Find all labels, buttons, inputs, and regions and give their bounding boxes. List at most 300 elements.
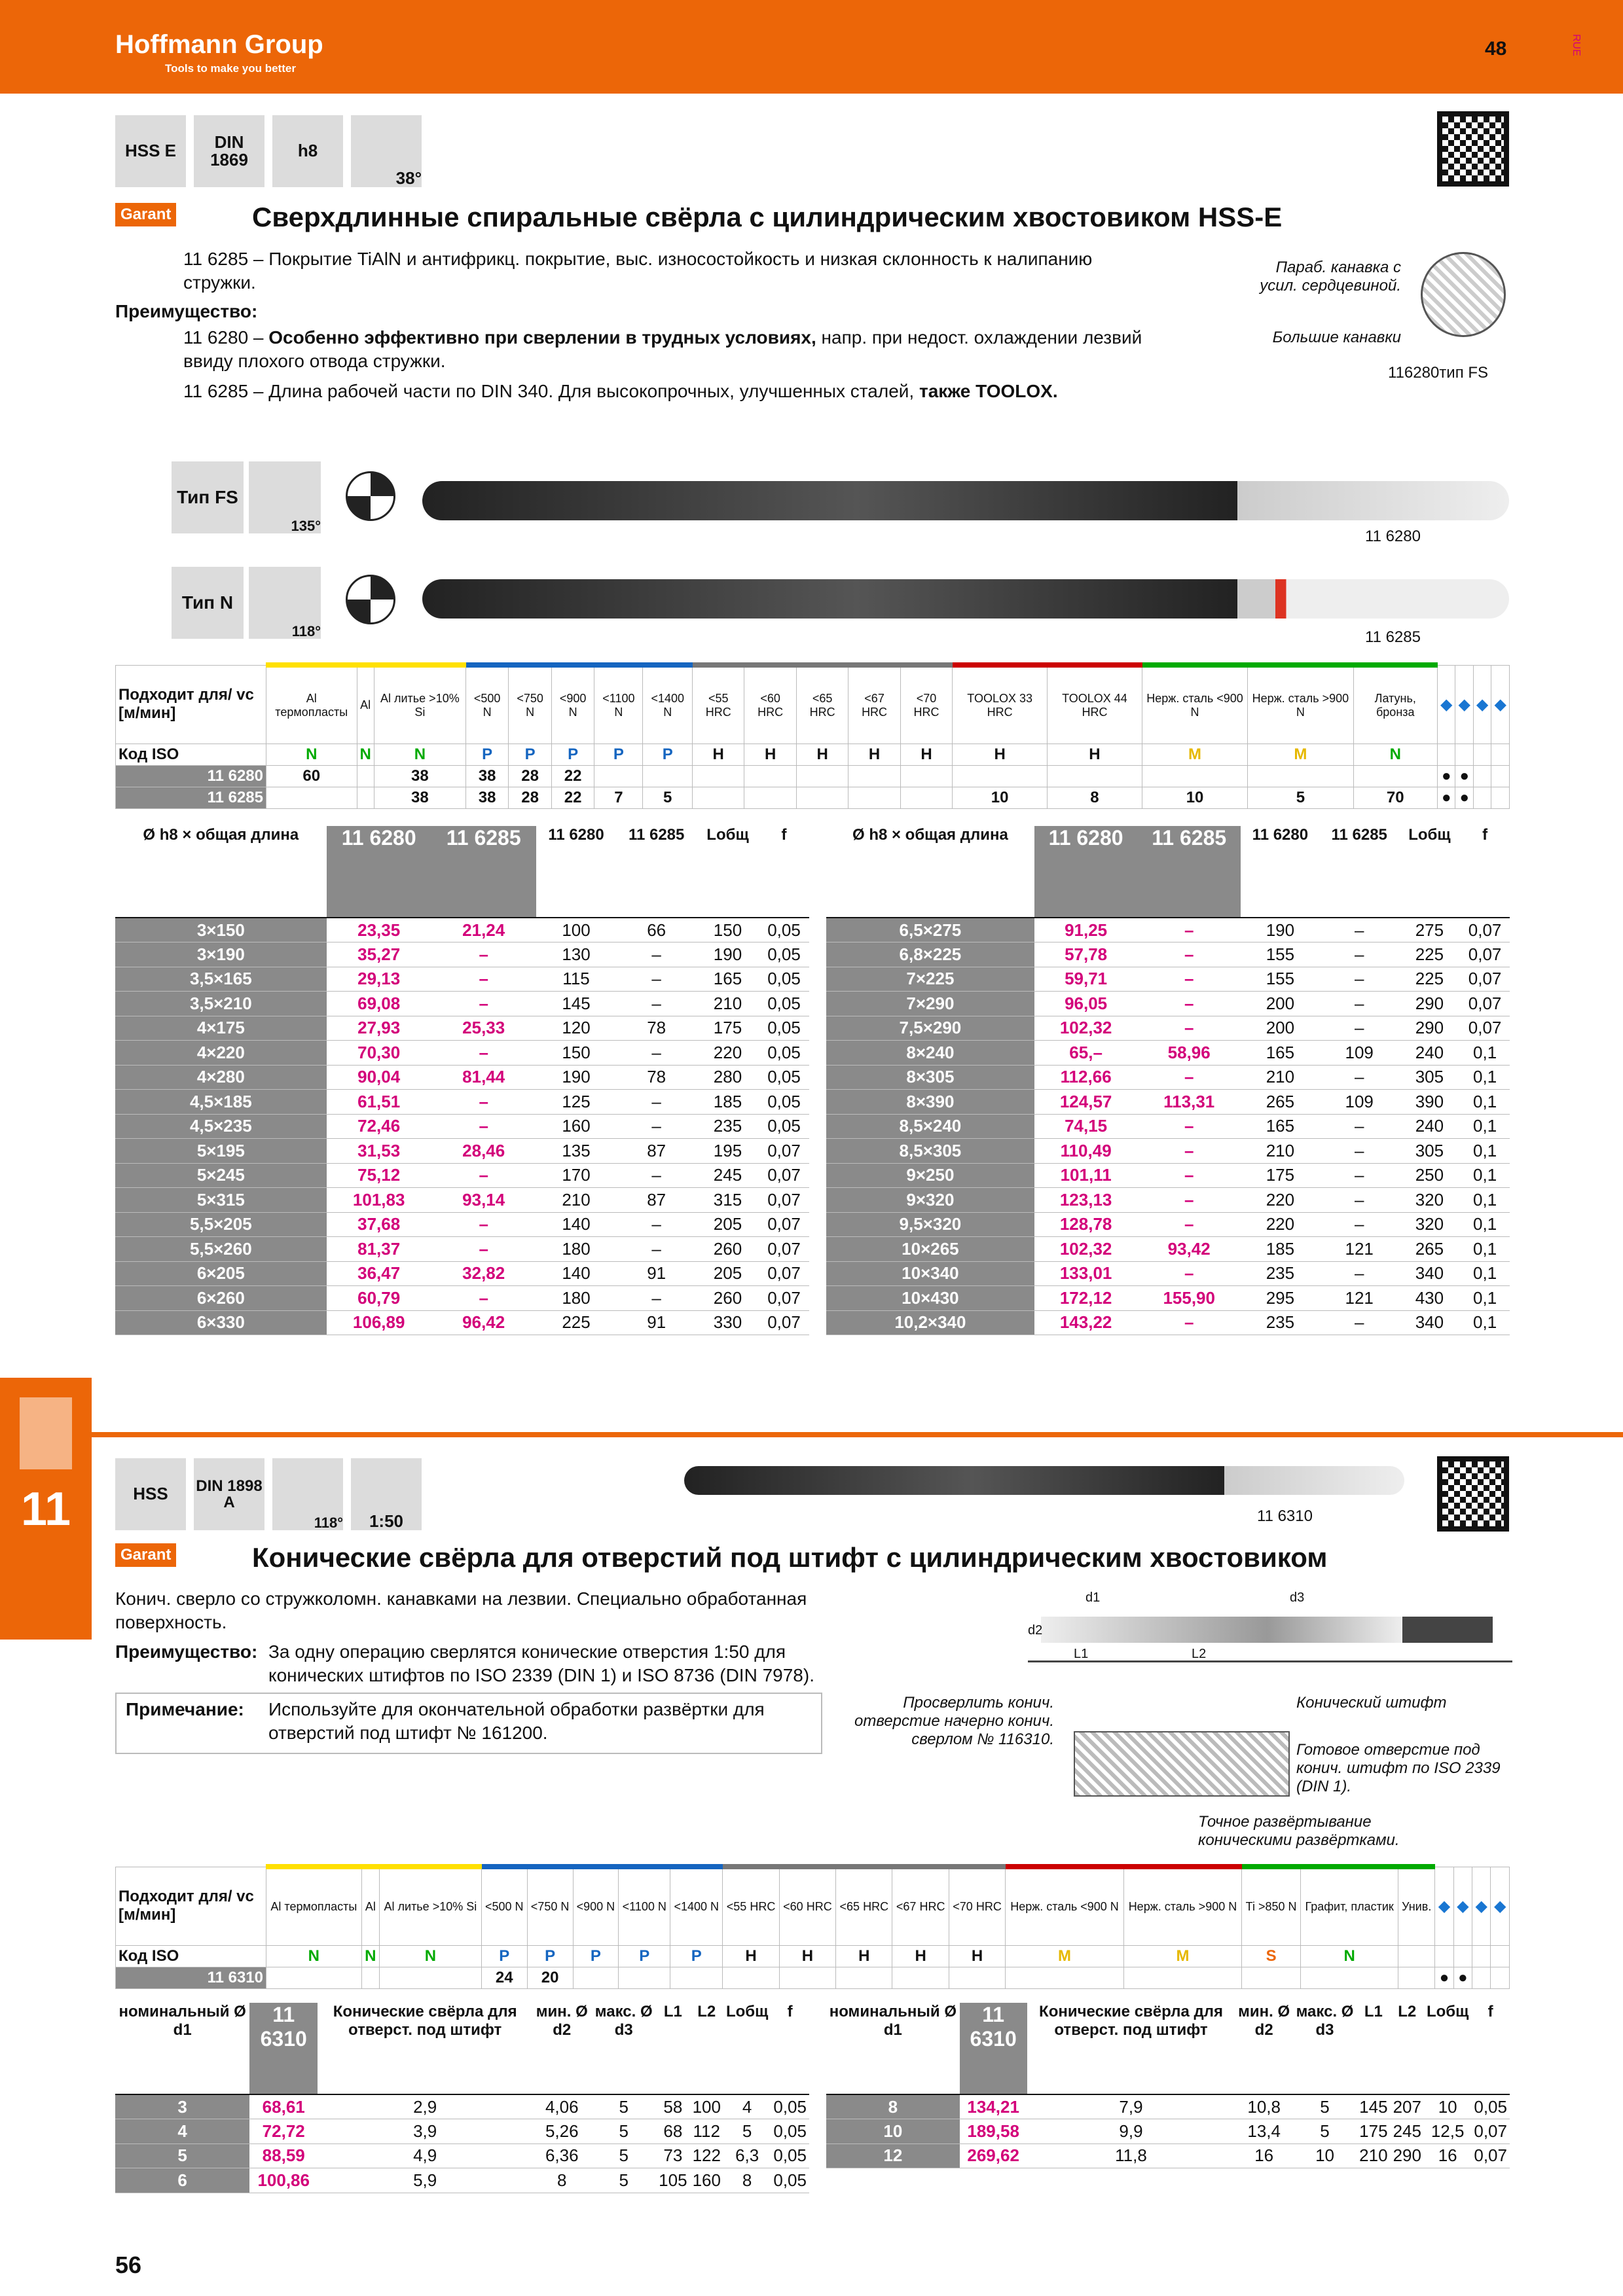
table-row [826,1286,1510,1311]
table-cell: 28,46 [431,1139,536,1164]
iso-code [1398,1945,1435,1967]
table-cell: 109 [1320,1041,1399,1066]
speed-value [744,787,796,808]
table-cell: – [1137,1065,1241,1090]
tbl2-left-table [115,2003,809,2193]
table-row [115,1041,809,1066]
iso-code: P [670,1945,723,1967]
table-cell: 0,07 [759,1139,809,1164]
table-cell: 185 [697,1090,759,1115]
table-cell: 93,14 [431,1188,536,1213]
iso-code: P [465,744,508,765]
table-cell: 5 [591,2144,656,2168]
drawing-drill-outline [1041,1617,1493,1643]
type-n-angle: 118° [249,567,321,639]
table-cell: 4 [115,2119,249,2144]
material-col: Al термопласты [266,665,357,744]
table-cell: 0,1 [1460,1065,1510,1090]
drill-label-116285: 11 6285 [1365,628,1421,646]
drill-tip-fs-icon [346,471,395,521]
speed-value: 38 [374,765,465,787]
dim-l1: L1 [1074,1647,1089,1661]
material-col: <67 HRC [848,665,900,744]
table-row [826,1212,1510,1237]
coolant-icon: ◆ [1437,665,1455,744]
table-cell: 7×225 [826,967,1034,992]
material-col: Нерж. сталь <900 N [1006,1867,1123,1945]
table-row [826,1114,1510,1139]
iso-code: M [1248,744,1353,765]
section-divider [0,1432,1623,1437]
table-cell: 0,1 [1460,1310,1510,1335]
article-number: 11 6280 [116,765,266,787]
drill-image-116280 [422,481,1509,520]
speed-value [848,765,900,787]
column-header: L1 [656,2003,689,2094]
empty-cell [1491,1945,1510,1967]
iso-code: H [779,1945,835,1967]
table-cell: 16 [1235,2144,1292,2168]
column-header: номинальный Ø d1 [826,2003,960,2094]
column-header: L2 [690,2003,723,2094]
section2-description: Конич. сверло со стружколомн. канавками на лезвии. Специально обработанная поверхность. [115,1588,807,1633]
table-cell: 5×315 [115,1188,327,1213]
table-cell: 110,49 [1034,1139,1138,1164]
table-row [115,1114,809,1139]
table-cell: – [1137,1139,1241,1164]
table-cell: 5,26 [532,2119,591,2144]
table-row [826,2094,1510,2119]
table-row [826,1237,1510,1262]
table-row [115,1237,809,1262]
table-cell: 128,78 [1034,1212,1138,1237]
note-text: Используйте для окончательной обработки развёртки для отверстий под штифт № 161200. [268,1699,765,1744]
material-header-row [116,665,1510,744]
table-cell: 65,– [1034,1041,1138,1066]
table-cell: 5×245 [115,1163,327,1188]
table-cell: 10 [1424,2094,1471,2119]
table-cell: – [431,1212,536,1237]
article-number: 11 6285 [116,787,266,808]
speed-value [1006,1967,1123,1988]
table-cell: 220 [697,1041,759,1066]
table-row [115,1310,809,1335]
coolant-mark: ● [1437,787,1455,808]
table-cell: 165 [1241,1114,1320,1139]
chapter-number: 11 [20,1483,71,1535]
coolant-icon: ◆ [1491,665,1510,744]
feature-116285-length-bold: также TOOLOX. [919,381,1058,401]
table-cell: 0,05 [771,2168,809,2193]
speed-value: 38 [374,787,465,808]
table-cell: – [1137,992,1241,1016]
type-n-label: Тип N [172,567,244,639]
table-cell: 340 [1399,1310,1461,1335]
empty-cell [1455,744,1473,765]
speed-row [116,787,1510,808]
table-cell: 7,9 [1027,2094,1235,2119]
speed-value [1248,765,1353,787]
table-cell: 3×150 [115,918,327,942]
speed-value: 8 [1048,787,1142,808]
column-header: Конические свёрла для отверст. под штифт [318,2003,532,2094]
table-cell: – [616,942,697,967]
iso-code: H [744,744,796,765]
speed-value [1242,1967,1301,1988]
table-cell: 58 [656,2094,689,2119]
table-cell: 265 [1241,1090,1320,1115]
dim-d2: d2 [1028,1623,1043,1638]
table-cell: – [616,967,697,992]
table-cell: – [1137,1114,1241,1139]
speed-row [116,1967,1510,1988]
table-cell: 6,8×225 [826,942,1034,967]
workpiece-illustration [1074,1731,1290,1797]
table-cell: – [1320,942,1399,967]
badge-angle: 38° [351,115,422,187]
table-cell: – [1137,1212,1241,1237]
table-cell: 72,46 [327,1114,431,1139]
iso-code: P [573,1945,619,1967]
table-cell: – [616,1163,697,1188]
table-cell: – [1320,1261,1399,1286]
table-cell: 0,07 [1460,992,1510,1016]
material-col: <900 N [551,665,594,744]
tbl1-left-table [115,826,809,1335]
table-row [826,1163,1510,1188]
speed-value [670,1967,723,1988]
article-number: 11 6310 [116,1967,266,1988]
table-cell: 58,96 [1137,1041,1241,1066]
table-cell: 72,72 [249,2119,318,2144]
table-cell: 7,5×290 [826,1016,1034,1041]
dim-l2: L2 [1192,1647,1207,1661]
table-cell: 0,07 [1460,1016,1510,1041]
iso-code: N [361,1945,379,1967]
table-cell: 4,5×185 [115,1090,327,1115]
table-row [826,967,1510,992]
table-cell: 0,1 [1460,1090,1510,1115]
column-header: f [771,2003,809,2094]
column-header: f [1460,826,1510,918]
coolant-icon: ◆ [1491,1867,1510,1945]
table-row [115,2119,809,2144]
table-cell: 0,07 [1460,967,1510,992]
column-header: Ø h8 × общая длина [115,826,327,918]
speed-value [900,765,952,787]
table-header [115,2003,809,2094]
material-col: <60 HRC [779,1867,835,1945]
speed-value [1353,765,1437,787]
speed-value: 22 [551,765,594,787]
table-cell: – [431,1286,536,1311]
page-number-bottom: 56 [115,2251,142,2278]
material-col: <1100 N [594,665,643,744]
iso-code: P [619,1945,670,1967]
table-cell: – [1320,1310,1399,1335]
table-cell: – [1320,1163,1399,1188]
mat2-grid [115,1864,1510,1989]
page-header [0,0,1623,94]
speed-value [848,787,900,808]
table-cell: 134,21 [960,2094,1027,2119]
speed-value [692,787,744,808]
size-table-2-left [115,2003,809,2193]
speed-value [723,1967,779,1988]
table-row [826,942,1510,967]
table-cell: 5 [591,2094,656,2119]
table-row [826,918,1510,942]
advantage-text-2: За одну операцию сверлятся конические отверстия 1:50 для конических штифтов по ISO 2339 (DIN 1) и ISO 8736 (DIN 7978). [268,1641,814,1686]
iso-code: H [949,1945,1005,1967]
table-cell: 0,05 [759,967,809,992]
garant-logo: Garant [115,203,176,226]
column-header: Lобщ [723,2003,771,2094]
column-header: 11 6310 [960,2003,1027,2094]
table-cell: 125 [536,1090,617,1115]
table-cell: – [1137,918,1241,942]
dim-d3: d3 [1290,1590,1305,1605]
speed-value [692,765,744,787]
table-cell: 4,5×235 [115,1114,327,1139]
advantage-label-2: Преимущество: [115,1641,258,1662]
table-cell: 200 [1241,1016,1320,1041]
table-cell: – [1137,1163,1241,1188]
badge-hsse: HSS E [115,115,186,187]
speed-value [266,1967,362,1988]
material-col: Al [361,1867,379,1945]
table-cell: – [431,1090,536,1115]
iso-code: H [1048,744,1142,765]
table-cell: – [1137,942,1241,967]
coolant-icon: ◆ [1472,1867,1491,1945]
table-cell: 0,07 [1460,942,1510,967]
iso-code: N [374,744,465,765]
material-col: <1400 N [670,1867,723,1945]
table-row [826,1065,1510,1090]
drill-image-116285 [422,579,1509,619]
table-cell: – [431,1114,536,1139]
speed-value [953,765,1048,787]
iso-code: N [1301,1945,1398,1967]
speed-value [1123,1967,1241,1988]
table-row [115,2168,809,2193]
iso-code: N [379,1945,481,1967]
empty-cell [1473,765,1491,787]
material-table-2 [115,1864,1510,1995]
table-cell: 0,1 [1460,1139,1510,1164]
table-cell: 207 [1391,2094,1424,2119]
size-table-2-right [826,2003,1510,2168]
table-cell: – [1320,1188,1399,1213]
table-cell: 155,90 [1137,1286,1241,1311]
column-header: 11 6285 [1320,826,1399,918]
speed-value: 38 [465,765,508,787]
material-col: Al [357,665,374,744]
table-cell: 145 [1357,2094,1390,2119]
table-row [115,918,809,942]
table-cell: 245 [1391,2119,1424,2144]
table-cell: – [616,992,697,1016]
table-cell: 100 [690,2094,723,2119]
table-row [826,1041,1510,1066]
tbl2-right-table [826,2003,1510,2168]
type-fs-label: Тип FS [172,461,244,533]
speed-value: 28 [509,787,551,808]
table-cell: 96,42 [431,1310,536,1335]
table-cell: 165 [1241,1041,1320,1066]
table-cell: 78 [616,1065,697,1090]
table-cell: 6 [115,2168,249,2193]
table-cell: 5,5×205 [115,1212,327,1237]
table-row [826,1261,1510,1286]
table-cell: 96,05 [1034,992,1138,1016]
table-cell: 0,1 [1460,1114,1510,1139]
table-cell: 290 [1399,1016,1461,1041]
feature-116285-length [183,380,1152,403]
empty-cell [1472,1945,1491,1967]
mat1-grid [115,662,1510,809]
table-cell: 160 [690,2168,723,2193]
speed-value [796,765,848,787]
suitable-label: Подходит для/ vc [м/мин] [116,665,266,744]
speed-value: 28 [509,765,551,787]
table-cell: 235 [1241,1310,1320,1335]
badge-din: DIN 1869 [194,115,264,187]
table-row [826,1090,1510,1115]
table-cell: 113,31 [1137,1090,1241,1115]
table-cell: 32,82 [431,1261,536,1286]
iso-code: P [481,1945,527,1967]
table-cell: 6×330 [115,1310,327,1335]
table-cell: 245 [697,1163,759,1188]
table-cell: 102,32 [1034,1237,1138,1262]
table-row [826,1310,1510,1335]
table-cell: – [616,1237,697,1262]
empty-cell [1473,744,1491,765]
table-row [115,1286,809,1311]
coolant-mark: ● [1435,1967,1453,1988]
badge-h8: h8 [272,115,343,187]
empty-cell [1453,1945,1472,1967]
table-cell: 75,12 [327,1163,431,1188]
table-cell: 160 [536,1114,617,1139]
iso-code: H [723,1945,779,1967]
table-cell: 290 [1391,2144,1424,2168]
table-cell: – [1320,1065,1399,1090]
table-cell: 195 [697,1139,759,1164]
brand-name: Hoffmann Group [115,30,323,59]
column-header: 11 6285 [616,826,697,918]
table-cell: 101,83 [327,1188,431,1213]
table-cell: 10 [1293,2144,1357,2168]
cross-section-icon [1421,252,1506,337]
table-cell: 200 [1241,992,1320,1016]
table-cell: 185 [1241,1237,1320,1262]
table-cell: 6×205 [115,1261,327,1286]
table-cell: 120 [536,1016,617,1041]
column-header: L2 [1391,2003,1424,2094]
table-row [115,942,809,967]
table-cell: 225 [536,1310,617,1335]
feature-116285: 11 6285 – Покрытие TiAlN и антифрикц. покрытие, выс. износостойкость и низкая склонность к налипанию стружки. [183,249,1093,293]
table-cell: 101,11 [1034,1163,1138,1188]
speed-row [116,765,1510,787]
table-cell: 2,9 [318,2094,532,2119]
table-cell: – [1320,1016,1399,1041]
table-row [826,2144,1510,2168]
table-cell: 175 [1357,2119,1390,2144]
table-row [115,967,809,992]
speed-value: 38 [465,787,508,808]
badge-din1898: DIN 1898 A [194,1458,264,1530]
page-number-top: 48 [1485,38,1507,60]
table-cell: 210 [697,992,759,1016]
caption-reaming: Точное развёртывание коническими развёртками. [1198,1813,1400,1849]
table-cell: 93,42 [1137,1237,1241,1262]
table-cell: 0,05 [771,2119,809,2144]
column-header: f [759,826,809,918]
material-col: <1400 N [643,665,693,744]
table-cell: 210 [536,1188,617,1213]
coolant-icon: ◆ [1473,665,1491,744]
table-cell: 140 [536,1261,617,1286]
table-cell: 0,05 [759,1041,809,1066]
table-cell: 170 [536,1163,617,1188]
table-cell: 124,57 [1034,1090,1138,1115]
table-cell: 315 [697,1188,759,1213]
table-cell: 320 [1399,1188,1461,1213]
table-cell: 330 [697,1310,759,1335]
table-cell: 23,35 [327,918,431,942]
table-cell: 10×430 [826,1286,1034,1311]
table-cell: 145 [536,992,617,1016]
table-row [115,1188,809,1213]
table-cell: 10×340 [826,1261,1034,1286]
table-cell: 122 [690,2144,723,2168]
speed-value [900,787,952,808]
table-cell: 0,07 [759,1237,809,1262]
speed-value [1142,765,1247,787]
iso-code: S [1242,1945,1301,1967]
table-row [826,2119,1510,2144]
table-cell: – [616,1041,697,1066]
table-cell: 280 [697,1065,759,1090]
table-cell: 78 [616,1016,697,1041]
table-cell: 0,1 [1460,1286,1510,1311]
table-cell: 0,05 [759,1016,809,1041]
table-cell: 37,68 [327,1212,431,1237]
table-cell: 0,05 [759,942,809,967]
speed-value [836,1967,892,1988]
table-cell: 265 [1399,1237,1461,1262]
table-cell: 68,61 [249,2094,318,2119]
speed-value: 10 [1142,787,1247,808]
column-header: мин. Ø d2 [532,2003,591,2094]
feature-116280-bold: Особенно эффективно при сверлении в трудных условиях, [268,327,816,348]
table-cell: 5 [1293,2094,1357,2119]
column-header: макс. Ø d3 [1293,2003,1357,2094]
speed-value: 60 [266,765,357,787]
feature-116280-code: 11 6280 – [183,327,269,348]
table-cell: 121 [1320,1237,1399,1262]
caption-large-flutes: Большие канавки [1272,329,1401,346]
column-header: 11 6285 [1137,826,1241,918]
material-header-row [116,1867,1510,1945]
material-col: Al литье >10% Si [374,665,465,744]
column-header: номинальный Ø d1 [115,2003,249,2094]
table-cell: 81,37 [327,1237,431,1262]
